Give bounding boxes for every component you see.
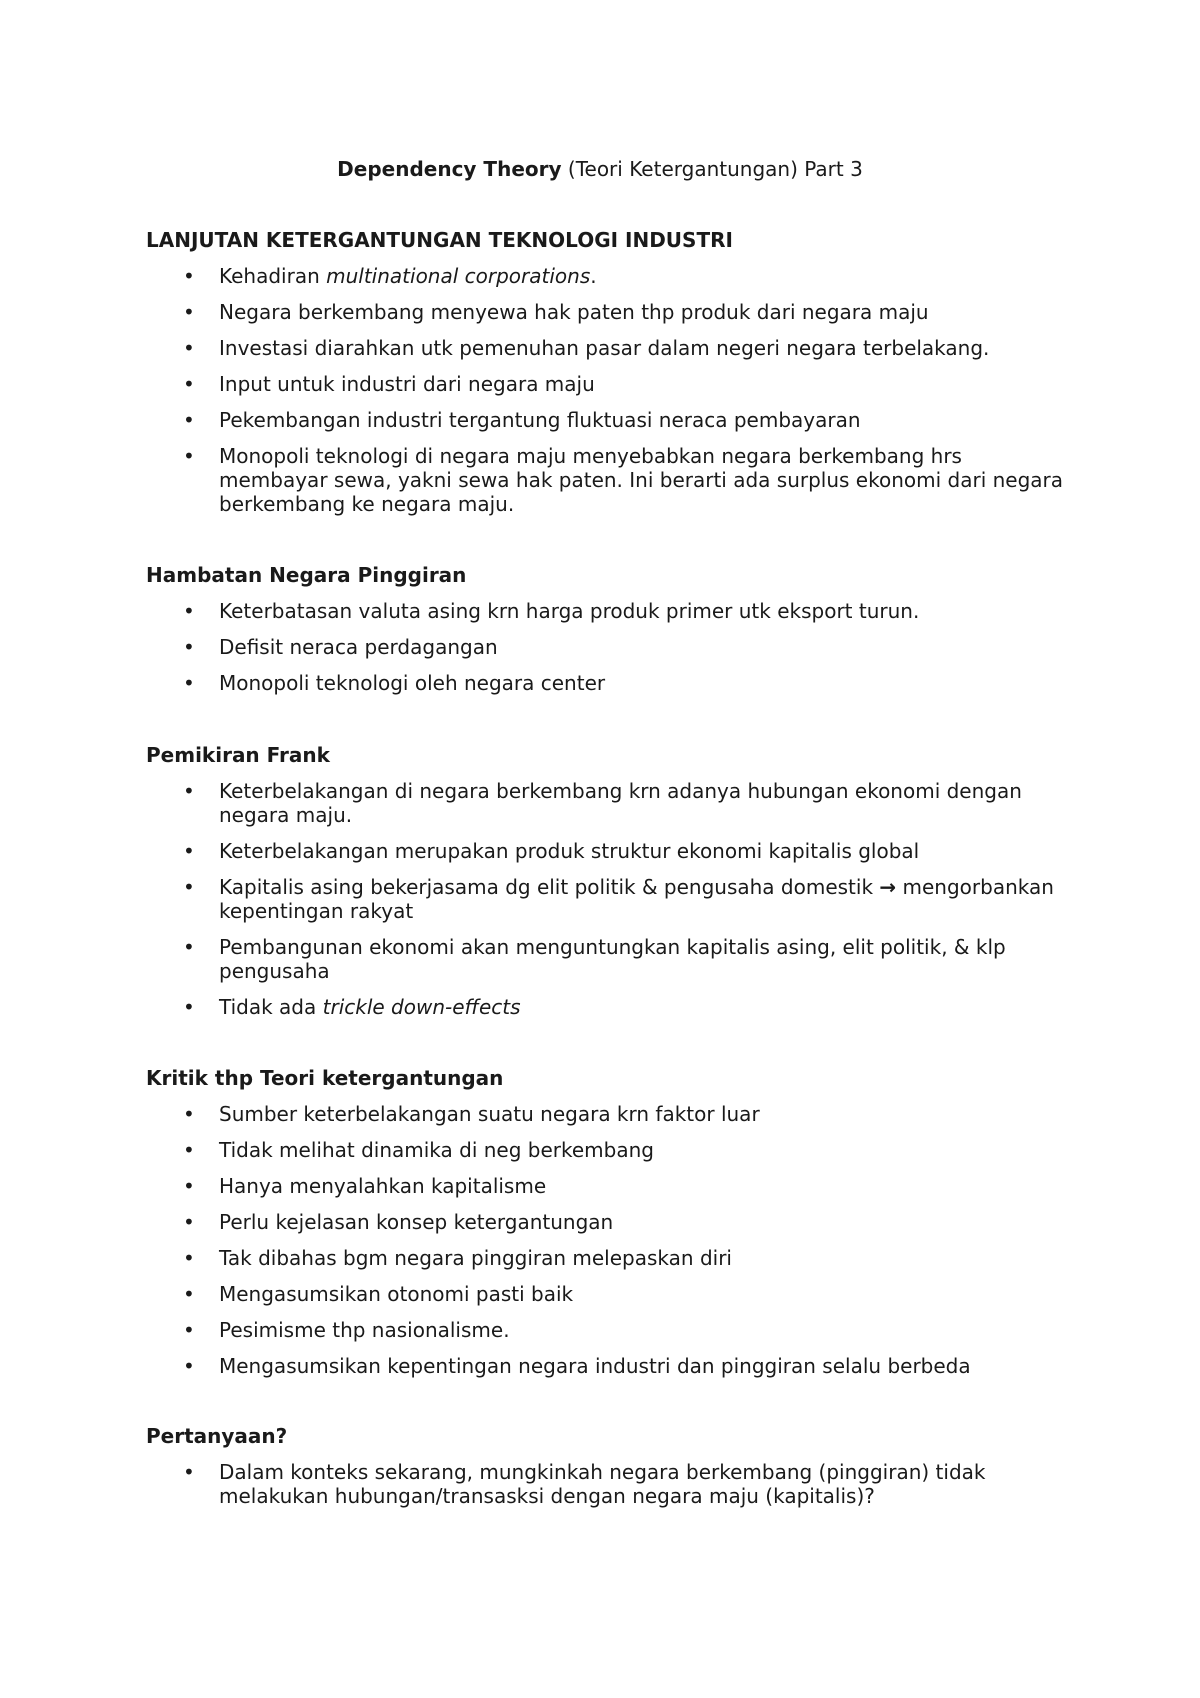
item-text: Keterbelakangan di negara berkembang krn adanya hubungan ekonomi dengan negara maju. — [219, 779, 1022, 827]
item-text: Kehadiran — [219, 264, 327, 288]
section-hambatan — [146, 563, 1066, 707]
list-item — [146, 935, 1066, 983]
list-item — [146, 408, 1066, 432]
item-text: Mengasumsikan kepentingan negara industri dan pinggiran selalu berbeda — [219, 1354, 971, 1378]
section-lanjutan — [146, 228, 1066, 528]
bullet-icon: • — [183, 1354, 195, 1378]
list-item — [146, 1318, 1066, 1342]
item-text: Negara berkembang menyewa hak paten thp produk dari negara maju — [219, 300, 929, 324]
list-item — [146, 336, 1066, 360]
bullet-list — [146, 264, 1066, 516]
list-item — [146, 839, 1066, 863]
item-text: Pembangunan ekonomi akan menguntungkan kapitalis asing, elit politik, & klp pengusaha — [219, 935, 1006, 983]
bullet-list — [146, 599, 1066, 695]
item-text: Tidak melihat dinamika di neg berkembang — [219, 1138, 654, 1162]
item-text-end: . — [590, 264, 597, 288]
item-text: Input untuk industri dari negara maju — [219, 372, 595, 396]
section-pemikiran-frank — [146, 743, 1066, 1031]
bullet-icon: • — [183, 372, 195, 396]
bullet-icon: • — [183, 1210, 195, 1234]
section-heading: Pemikiran Frank — [146, 743, 330, 767]
section-kritik — [146, 1066, 1066, 1390]
item-text: Perlu kejelasan konsep ketergantungan — [219, 1210, 614, 1234]
bullet-icon: • — [183, 1460, 195, 1484]
item-text: Sumber keterbelakangan suatu negara krn faktor luar — [219, 1102, 760, 1126]
list-item — [146, 635, 1066, 659]
list-item — [146, 1102, 1066, 1126]
list-item — [146, 372, 1066, 396]
item-text: Investasi diarahkan utk pemenuhan pasar dalam negeri negara terbelakang. — [219, 336, 990, 360]
list-item — [146, 599, 1066, 623]
item-text: Mengasumsikan otonomi pasti baik — [219, 1282, 574, 1306]
bullet-icon: • — [183, 671, 195, 695]
list-item — [146, 1354, 1066, 1378]
item-text: Kapitalis asing bekerjasama dg elit politik & pengusaha domestik — [219, 875, 880, 899]
section-heading: Hambatan Negara Pinggiran — [146, 563, 467, 587]
list-item — [146, 1210, 1066, 1234]
item-text: Hanya menyalahkan kapitalisme — [219, 1174, 547, 1198]
section-heading: LANJUTAN KETERGANTUNGAN TEKNOLOGI INDUSTRI — [146, 228, 733, 252]
bullet-icon: • — [183, 336, 195, 360]
item-text: Defisit neraca perdagangan — [219, 635, 498, 659]
list-item — [146, 1282, 1066, 1306]
title-bold: Dependency Theory — [337, 157, 562, 181]
bullet-icon: • — [183, 1318, 195, 1342]
document-title — [0, 157, 1200, 181]
item-italic-text: trickle down-effects — [322, 995, 521, 1019]
bullet-icon: • — [183, 779, 195, 803]
list-item — [146, 444, 1066, 516]
item-text: Tidak ada — [219, 995, 323, 1019]
bullet-list — [146, 779, 1066, 1019]
list-item — [146, 1246, 1066, 1270]
list-item — [146, 1174, 1066, 1198]
bullet-icon: • — [183, 444, 195, 468]
bullet-icon: • — [183, 1138, 195, 1162]
list-item — [146, 1138, 1066, 1162]
item-text: Monopoli teknologi di negara maju menyebabkan negara berkembang hrs membayar sewa, yakni sewa hak paten. Ini berarti ada surplus ekonomi dari negara berkembang ke negara maju. — [219, 444, 1064, 516]
bullet-icon: • — [183, 839, 195, 863]
bullet-icon: • — [183, 408, 195, 432]
list-item — [146, 671, 1066, 695]
bullet-list — [146, 1460, 1066, 1508]
arrow-right-icon: → — [879, 875, 897, 899]
title-rest: (Teori Ketergantungan) Part 3 — [561, 157, 863, 181]
section-pertanyaan — [146, 1424, 1066, 1520]
item-text: Pesimisme thp nasionalisme. — [219, 1318, 510, 1342]
item-text: Pekembangan industri tergantung fluktuasi neraca pembayaran — [219, 408, 861, 432]
list-item — [146, 875, 1066, 923]
list-item — [146, 779, 1066, 827]
item-text: Keterbatasan valuta asing krn harga produk primer utk eksport turun. — [219, 599, 920, 623]
list-item — [146, 300, 1066, 324]
bullet-icon: • — [183, 264, 195, 288]
list-item — [146, 1460, 1066, 1508]
list-item — [146, 264, 1066, 288]
bullet-icon: • — [183, 1282, 195, 1306]
bullet-icon: • — [183, 635, 195, 659]
bullet-icon: • — [183, 599, 195, 623]
bullet-icon: • — [183, 995, 195, 1019]
item-italic-text: multinational corporations — [326, 264, 591, 288]
item-text: Tak dibahas bgm negara pinggiran melepaskan diri — [219, 1246, 732, 1270]
bullet-icon: • — [183, 875, 195, 899]
bullet-icon: • — [183, 300, 195, 324]
bullet-icon: • — [183, 1246, 195, 1270]
bullet-list — [146, 1102, 1066, 1378]
item-text-end: mengorbankan kepentingan rakyat — [219, 875, 1054, 923]
section-heading: Pertanyaan? — [146, 1424, 288, 1448]
bullet-icon: • — [183, 1174, 195, 1198]
item-text: Keterbelakangan merupakan produk struktur ekonomi kapitalis global — [219, 839, 920, 863]
bullet-icon: • — [183, 1102, 195, 1126]
bullet-icon: • — [183, 935, 195, 959]
section-heading: Kritik thp Teori ketergantungan — [146, 1066, 504, 1090]
item-text: Dalam konteks sekarang, mungkinkah negara berkembang (pinggiran) tidak melakukan hubungan/transasksi dengan negara maju (kapitalis)? — [219, 1460, 986, 1508]
list-item — [146, 995, 1066, 1019]
item-text: Monopoli teknologi oleh negara center — [219, 671, 606, 695]
